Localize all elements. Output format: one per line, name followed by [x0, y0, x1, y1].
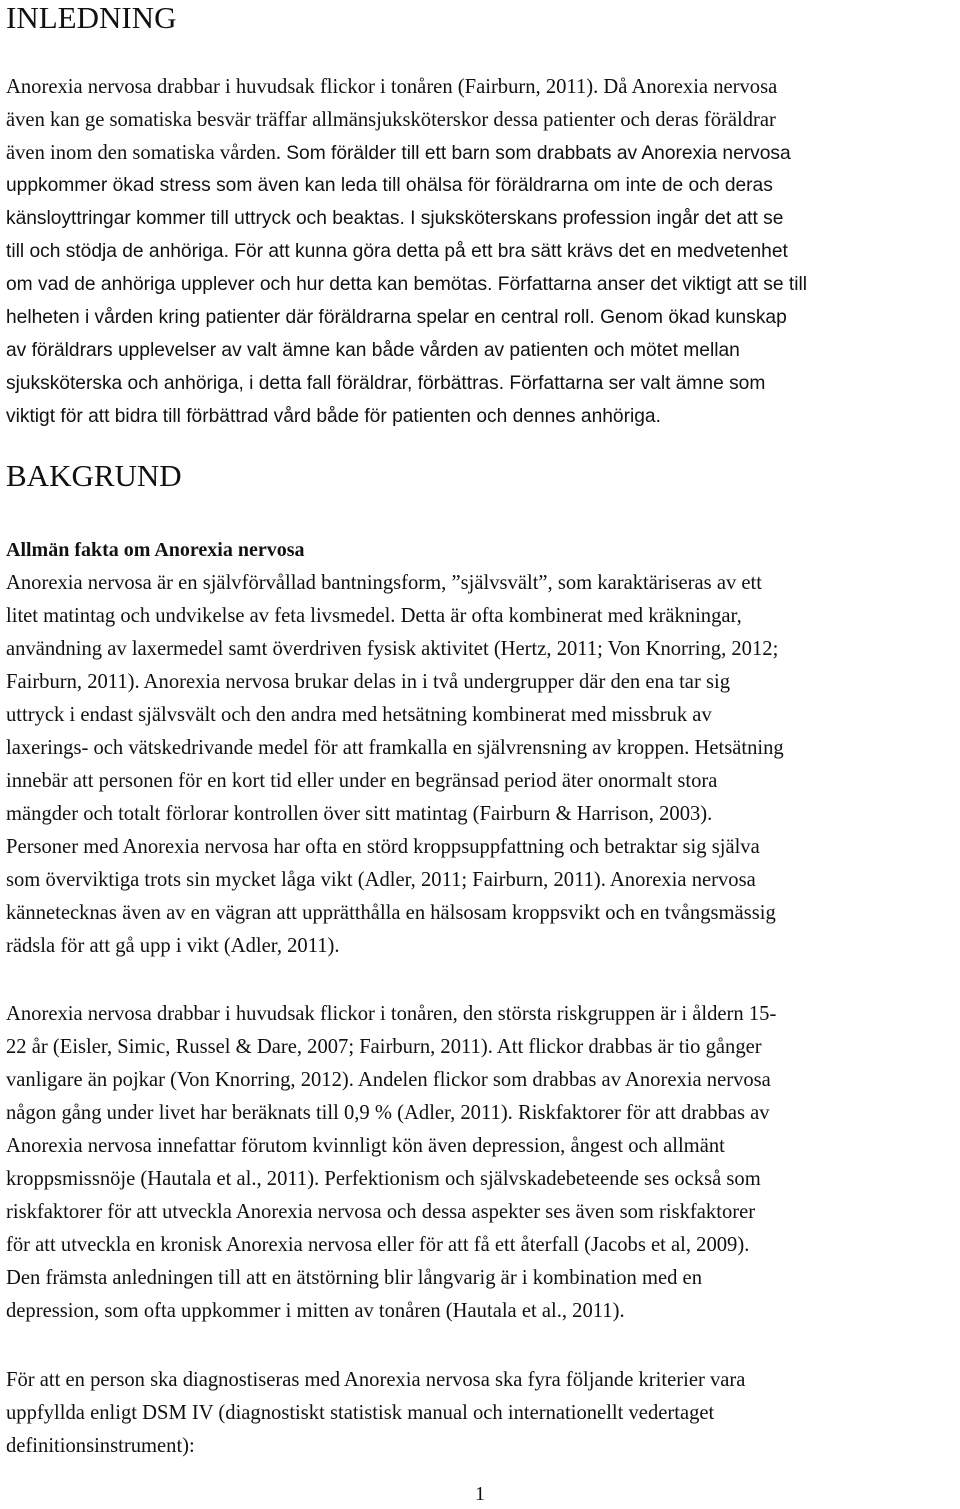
text-line: riskfaktorer för att utveckla Anorexia nervosa och dessa aspekter ses även som riskfaktorer	[6, 1201, 756, 1223]
text-line: mängder och totalt förlorar kontrollen över sitt matintag (Fairburn & Harrison, 2003).	[6, 803, 713, 825]
text-line	[6, 306, 787, 330]
text-line: uppkommer ökad stress som även kan leda till ohälsa för föräldrarna om inte de och deras	[6, 175, 773, 196]
text-segment: även inom den somatiska vården.	[6, 142, 287, 164]
text-segment: Författarna ser valt ämne som	[509, 373, 766, 394]
text-line: kännetecknas även av en vägran att upprätthålla en hälsosam kroppsvikt och en tvångsmässig	[6, 902, 776, 924]
text-line: känsloyttringar kommer till uttryck och beaktas. I sjuksköterskans profession ingår det att se	[6, 208, 784, 229]
text-line: laxerings- och vätskedrivande medel för att framkalla en självrensning av kroppen. Hetsätning	[6, 737, 784, 759]
subheading-allman-fakta: Allmän fakta om Anorexia nervosa	[6, 539, 305, 561]
text-segment: sjuksköterska och anhöriga, i detta fall föräldrar, förbättras.	[6, 373, 510, 394]
text-line: användning av laxermedel samt överdriven fysisk aktivitet (Hertz, 2011; Von Knorring, 2012;	[6, 638, 779, 660]
heading-inledning: INLEDNING	[6, 0, 177, 35]
text-segment: Genom ökad kunskap	[600, 307, 787, 328]
text-line: vanligare än pojkar (Von Knorring, 2012). Andelen flickor som drabbas av Anorexia nervosa	[6, 1069, 771, 1091]
text-line: depression, som ofta uppkommer i mitten av tonåren (Hautala et al., 2011).	[6, 1300, 625, 1322]
text-line: kroppsmissnöje (Hautala et al., 2011). Perfektionism och självskadebeteende ses också som	[6, 1168, 761, 1190]
text-line: för att utveckla en kronisk Anorexia nervosa eller för att få ett återfall (Jacobs et al, 2009).	[6, 1234, 750, 1256]
text-line: litet matintag och undvikelse av feta livsmedel. Detta är ofta kombinerat med kräkningar,	[6, 605, 742, 627]
text-line: Den främsta anledningen till att en ätstörning blir långvarig är i kombination med en	[6, 1267, 702, 1289]
text-segment: helheten i vården kring patienter där föräldrarna spelar en central roll.	[6, 307, 601, 328]
text-line: uppfyllda enligt DSM IV (diagnostiskt statistisk manual och internationellt vedertaget	[6, 1402, 715, 1424]
text-line	[6, 372, 765, 396]
page-number: 1	[475, 1483, 485, 1505]
text-line: definitionsinstrument):	[6, 1435, 195, 1457]
text-line: även kan ge somatiska besvär träffar allmänsjuksköterskor dessa patienter och deras föräldrar	[6, 109, 776, 131]
text-line: Anorexia nervosa drabbar i huvudsak flickor i tonåren (Fairburn, 2011). Då Anorexia nervosa	[6, 76, 778, 98]
text-line: som överviktiga trots sin mycket låga vikt (Adler, 2011; Fairburn, 2011). Anorexia nervosa	[6, 869, 756, 891]
text-line: innebär att personen för en kort tid eller under en begränsad period äter onormalt stora	[6, 770, 718, 792]
text-line: 22 år (Eisler, Simic, Russel & Dare, 2007; Fairburn, 2011). Att flickor drabbas är tio gånger	[6, 1036, 762, 1058]
text-segment: om vad de anhöriga upplever och hur detta kan bemötas.	[6, 274, 498, 295]
heading-bakgrund: BAKGRUND	[6, 458, 182, 493]
text-line	[6, 141, 791, 166]
text-line: Fairburn, 2011). Anorexia nervosa brukar delas in i två undergrupper där den ena tar sig	[6, 671, 730, 693]
text-line: Personer med Anorexia nervosa har ofta en störd kroppsuppfattning och betraktar sig själva	[6, 836, 760, 858]
text-line: av föräldrars upplevelser av valt ämne kan både vården av patienten och mötet mellan	[6, 340, 740, 361]
text-line: någon gång under livet har beräknats till 0,9 % (Adler, 2011). Riskfaktorer för att drabbas av	[6, 1102, 770, 1124]
text-line: Anorexia nervosa är en självförvållad bantningsform, ”självsvält”, som karaktäriseras av ett	[6, 572, 762, 594]
text-line: viktigt för att bidra till förbättrad vård både för patienten och dennes anhöriga.	[6, 406, 661, 427]
text-line: För att en person ska diagnostiseras med Anorexia nervosa ska fyra följande kriterier vara	[6, 1369, 746, 1391]
text-line: Anorexia nervosa drabbar i huvudsak flickor i tonåren, den största riskgruppen är i åldern 15-	[6, 1003, 777, 1025]
text-line: uttryck i endast självsvält och den andra med hetsätning kombinerat med missbruk av	[6, 704, 712, 726]
text-segment: Som förälder till ett barn som drabbats av Anorexia nervosa	[286, 143, 791, 164]
text-line	[6, 273, 807, 297]
text-line: till och stödja de anhöriga. För att kunna göra detta på ett bra sätt krävs det en medvetenhet	[6, 241, 788, 262]
text-segment: Författarna anser det viktigt att se till	[497, 274, 808, 295]
text-line: Anorexia nervosa innefattar förutom kvinnligt kön även depression, ångest och allmänt	[6, 1135, 725, 1157]
text-line: rädsla för att gå upp i vikt (Adler, 2011).	[6, 935, 340, 957]
